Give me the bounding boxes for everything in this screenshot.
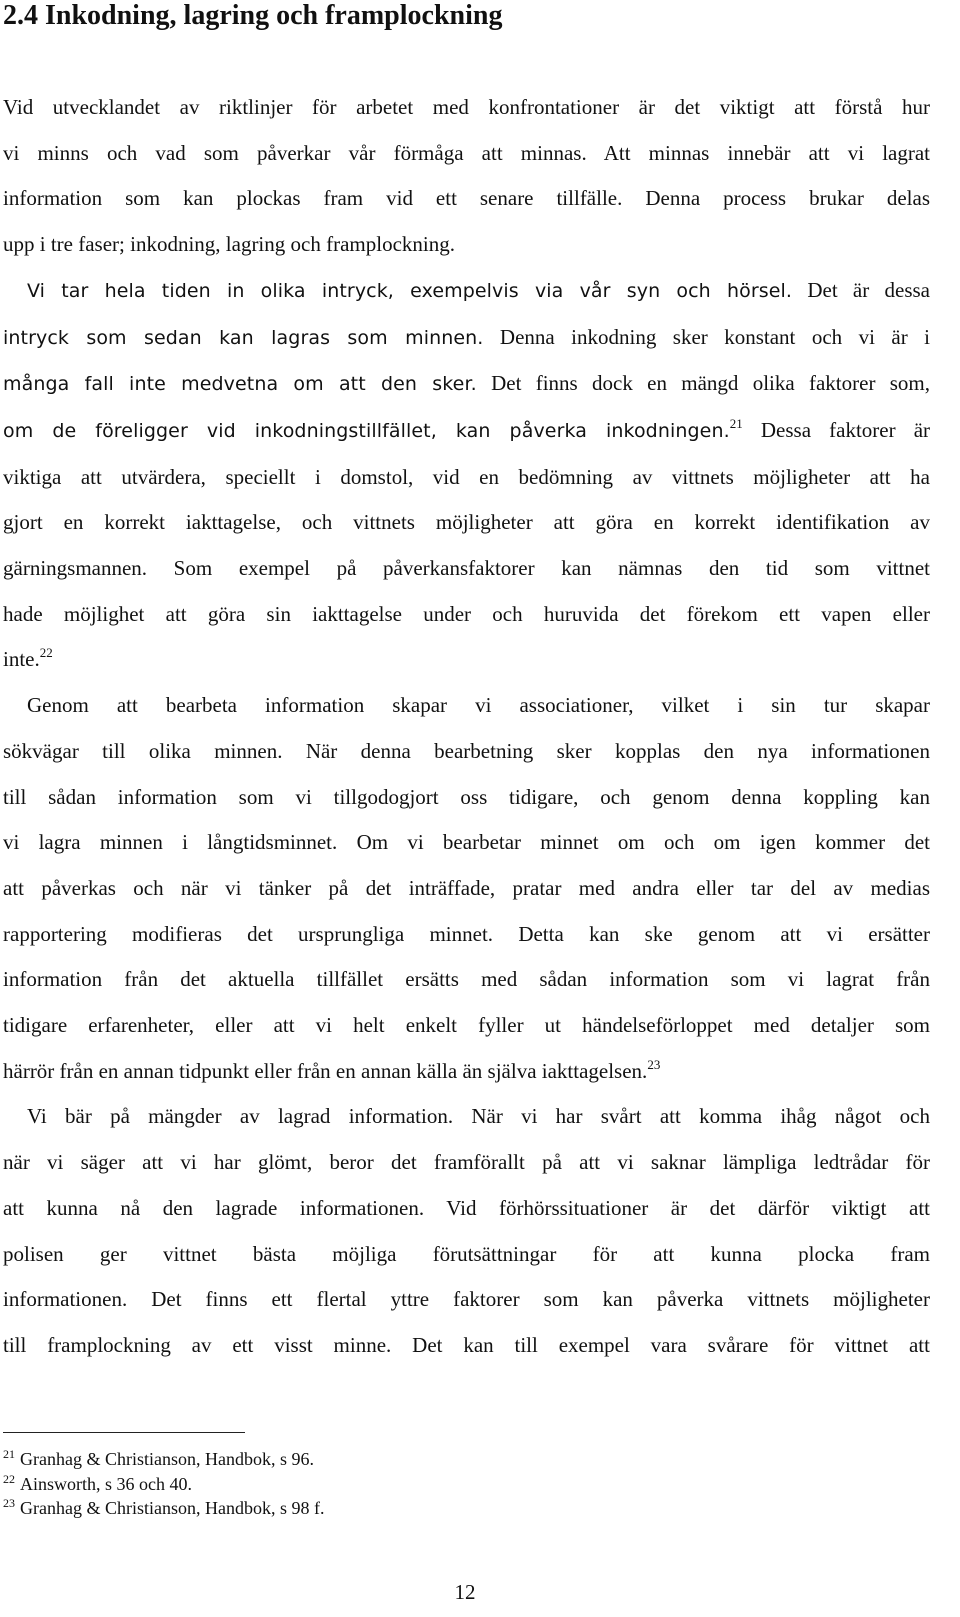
footnote <box>3 1496 324 1521</box>
text-span: många fall inte medvetna om att den sker. <box>3 373 477 396</box>
text-line: att kunna nå den lagrade informationen. Vid förhörssituationer är det därför viktigt att <box>3 1195 930 1220</box>
footnote-ref: 23 <box>647 1056 661 1072</box>
text-span: Denna inkodning sker konstant och vi är i <box>499 324 930 349</box>
footnote-text: Ainsworth, s 36 och 40. <box>20 1473 192 1494</box>
text-line <box>3 408 930 455</box>
text-line: Vi bär på mängder av lagrad information. När vi har svårt att komma ihåg något och <box>27 1104 930 1129</box>
footnote-ref: 21 <box>729 415 743 431</box>
footnote-text: Granhag & Christianson, Handbok, s 98 f. <box>20 1498 325 1518</box>
footnote <box>3 1472 324 1497</box>
text-span: vi lagra minnen i långtidsminnet. <box>3 830 338 855</box>
text-span: Dessa faktorer är <box>760 417 931 442</box>
text-line <box>3 1049 930 1095</box>
text-line <box>3 315 930 362</box>
text-line: vi minns och vad som påverkar vår förmåga att minnas. Att minnas innebär att vi lagrat <box>3 140 930 165</box>
text-line <box>3 1323 930 1369</box>
footnotes <box>3 1447 324 1521</box>
footnote-number: 21 <box>3 1447 15 1461</box>
footnote-number: 22 <box>3 1471 15 1486</box>
text-line: viktiga att utvärdera, speciellt i domstol, vid en bedömning av vittnets möjligheter att ha <box>3 464 930 489</box>
text-line: rapportering modifieras det ursprungliga minnet. Detta kan ske genom att vi ersätter <box>3 921 930 946</box>
text-line <box>3 361 930 408</box>
text-line: tidigare erfarenheter, eller att vi helt enkelt fyller ut händelseförloppet med detaljer som <box>3 1013 930 1038</box>
text-span: Om vi bearbetar minnet om och om igen kommer det <box>356 830 931 855</box>
body-text <box>3 85 930 1369</box>
text-line <box>3 268 930 315</box>
section-title: 2.4 Inkodning, lagring och framplockning <box>3 0 503 31</box>
text-line: informationen. Det finns ett flertal yttre faktorer som kan påverka vittnets möjligheter <box>3 1287 930 1312</box>
footnote-number: 23 <box>3 1496 15 1510</box>
text-line: gärningsmannen. Som exempel på påverkansfaktorer kan nämnas den tid som vittnet <box>3 556 930 581</box>
text-line: Genom att bearbeta information skapar vi associationer, vilket i sin tur skapar <box>27 693 930 718</box>
text-span: När denna bearbetning sker kopplas den nya informationen <box>305 738 930 763</box>
text-span: Det finns dock en mängd olika faktorer som, <box>491 371 930 396</box>
text-span: till framplockning av ett visst minne. <box>3 1332 392 1357</box>
text-span: inte. <box>3 647 40 672</box>
text-line: att påverkas och när vi tänker på det inträffade, pratar med andra eller tar del av medias <box>3 875 930 900</box>
text-span: Det kan till exempel vara svårare för vittnet att <box>412 1332 930 1357</box>
page-number: 12 <box>454 1580 476 1604</box>
text-line: upp i tre faser; inkodning, lagring och framplockning. <box>3 232 455 257</box>
text-line: information som kan plockas fram vid ett senare tillfälle. Denna process brukar delas <box>3 186 930 211</box>
text-line: Vid utvecklandet av riktlinjer för arbetet med konfrontationer är det viktigt att förstå hur <box>3 95 930 119</box>
footnote-divider <box>3 1432 245 1433</box>
text-line <box>3 729 930 775</box>
text-line: hade möjlighet att göra sin iakttagelse under och huruvida det förekom ett vapen eller <box>3 601 930 626</box>
text-span: Det är dessa <box>807 277 930 302</box>
footnote-text: Granhag & Christianson, Handbok, s 96. <box>20 1449 314 1469</box>
text-span: om de föreligger vid inkodningstillfället, kan påverka inkodningen. <box>3 419 730 442</box>
text-line: polisen ger vittnet bästa möjliga förutsättningar för att kunna plocka fram <box>3 1241 930 1266</box>
text-line: när vi säger att vi har glömt, beror det framförallt på att vi saknar lämpliga ledtrådar för <box>3 1150 930 1175</box>
text-span: Vi tar hela tiden in olika intryck, exempelvis via vår syn och hörsel. <box>27 279 793 302</box>
text-line <box>3 820 930 866</box>
text-span: härrör från en annan tidpunkt eller från en annan källa än själva iakttagelsen. <box>3 1058 648 1083</box>
text-line: till sådan information som vi tillgodogjort oss tidigare, och genom denna koppling kan <box>3 784 930 809</box>
text-span: intryck som sedan kan lagras som minnen. <box>3 326 484 349</box>
text-span: sökvägar till olika minnen. <box>3 738 283 763</box>
footnote <box>3 1447 324 1472</box>
footnote-ref: 22 <box>39 645 53 661</box>
text-line <box>3 637 930 683</box>
text-line: information från det aktuella tillfället ersätts med sådan information som vi lagrat från <box>3 967 930 992</box>
text-line: gjort en korrekt iakttagelse, och vittnets möjligheter att göra en korrekt identifikation av <box>3 510 930 535</box>
